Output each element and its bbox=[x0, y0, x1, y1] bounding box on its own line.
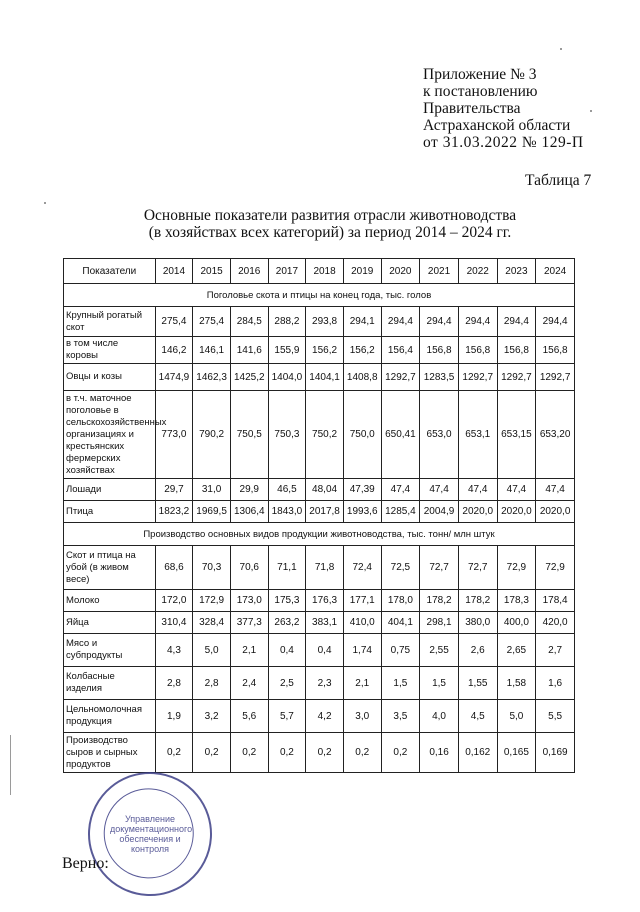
value-cell: 5,7 bbox=[268, 700, 306, 733]
value-cell: 5,0 bbox=[497, 700, 536, 733]
value-cell: 156,8 bbox=[497, 337, 536, 364]
value-cell: 1,74 bbox=[343, 634, 381, 667]
value-cell: 275,4 bbox=[193, 307, 231, 337]
value-cell: 2,8 bbox=[193, 667, 231, 700]
value-cell: 172,0 bbox=[155, 590, 193, 612]
value-cell: 0,2 bbox=[155, 733, 193, 773]
value-cell: 0,165 bbox=[497, 733, 536, 773]
value-cell: 2017,8 bbox=[306, 501, 344, 523]
value-cell: 2020,0 bbox=[497, 501, 536, 523]
table-body bbox=[64, 284, 575, 773]
row-label: Лошади bbox=[64, 479, 156, 501]
value-cell: 141,6 bbox=[230, 337, 268, 364]
value-cell: 178,2 bbox=[458, 590, 497, 612]
value-cell: 294,4 bbox=[497, 307, 536, 337]
scan-mark bbox=[44, 202, 46, 204]
value-cell: 1292,7 bbox=[381, 364, 420, 391]
value-cell: 1285,4 bbox=[381, 501, 420, 523]
value-cell: 0,4 bbox=[306, 634, 344, 667]
section-title: Производство основных видов продукции животноводства, тыс. тонн/ млн штук bbox=[64, 523, 575, 546]
value-cell: 72,7 bbox=[420, 546, 459, 590]
row-label: Крупный рогатый скот bbox=[64, 307, 156, 337]
table-row bbox=[64, 391, 575, 479]
value-cell: 1462,3 bbox=[193, 364, 231, 391]
value-cell: 0,2 bbox=[381, 733, 420, 773]
value-cell: 0,169 bbox=[536, 733, 575, 773]
value-cell: 0,2 bbox=[230, 733, 268, 773]
value-cell: 2,6 bbox=[458, 634, 497, 667]
appendix-line-4: Астраханской области bbox=[423, 117, 571, 134]
value-cell: 1474,9 bbox=[155, 364, 193, 391]
header-cell: 2017 bbox=[268, 259, 306, 284]
value-cell: 310,4 bbox=[155, 612, 193, 634]
table-row bbox=[64, 307, 575, 337]
value-cell: 298,1 bbox=[420, 612, 459, 634]
value-cell: 1,6 bbox=[536, 667, 575, 700]
value-cell: 377,3 bbox=[230, 612, 268, 634]
value-cell: 72,9 bbox=[497, 546, 536, 590]
row-label: Птица bbox=[64, 501, 156, 523]
value-cell: 4,3 bbox=[155, 634, 193, 667]
row-label: Цельномолочная продукция bbox=[64, 700, 156, 733]
table-row bbox=[64, 501, 575, 523]
row-label: Скот и птица на убой (в живом весе) bbox=[64, 546, 156, 590]
table-row bbox=[64, 700, 575, 733]
row-label: Мясо и субпродукты bbox=[64, 634, 156, 667]
row-label: в том числе коровы bbox=[64, 337, 156, 364]
value-cell: 293,8 bbox=[306, 307, 344, 337]
value-cell: 750,0 bbox=[343, 391, 381, 479]
value-cell: 1843,0 bbox=[268, 501, 306, 523]
value-cell: 420,0 bbox=[536, 612, 575, 634]
value-cell: 294,4 bbox=[458, 307, 497, 337]
value-cell: 5,0 bbox=[193, 634, 231, 667]
value-cell: 4,5 bbox=[458, 700, 497, 733]
value-cell: 178,3 bbox=[497, 590, 536, 612]
value-cell: 750,5 bbox=[230, 391, 268, 479]
value-cell: 48,04 bbox=[306, 479, 344, 501]
value-cell: 156,8 bbox=[458, 337, 497, 364]
stamp-text: Управление документационного обеспечения и контроля bbox=[110, 814, 193, 854]
scan-mark bbox=[10, 735, 11, 795]
value-cell: 46,5 bbox=[268, 479, 306, 501]
header-cell: Показатели bbox=[64, 259, 156, 284]
value-cell: 72,9 bbox=[536, 546, 575, 590]
value-cell: 5,6 bbox=[230, 700, 268, 733]
value-cell: 47,4 bbox=[381, 479, 420, 501]
document-title bbox=[120, 207, 540, 241]
value-cell: 3,2 bbox=[193, 700, 231, 733]
value-cell: 1404,1 bbox=[306, 364, 344, 391]
value-cell: 773,0 bbox=[155, 391, 193, 479]
appendix-line-5: от 31.03.2022 № 129-П bbox=[423, 134, 584, 151]
value-cell: 1993,6 bbox=[343, 501, 381, 523]
value-cell: 177,1 bbox=[343, 590, 381, 612]
value-cell: 47,4 bbox=[420, 479, 459, 501]
value-cell: 383,1 bbox=[306, 612, 344, 634]
value-cell: 653,1 bbox=[458, 391, 497, 479]
value-cell: 178,2 bbox=[420, 590, 459, 612]
table-row bbox=[64, 667, 575, 700]
value-cell: 0,2 bbox=[343, 733, 381, 773]
scan-mark bbox=[590, 110, 592, 112]
value-cell: 750,2 bbox=[306, 391, 344, 479]
table-row bbox=[64, 733, 575, 773]
value-cell: 1292,7 bbox=[497, 364, 536, 391]
table-header-row bbox=[64, 259, 575, 284]
value-cell: 2,3 bbox=[306, 667, 344, 700]
value-cell: 400,0 bbox=[497, 612, 536, 634]
value-cell: 68,6 bbox=[155, 546, 193, 590]
value-cell: 2004,9 bbox=[420, 501, 459, 523]
section-title: Поголовье скота и птицы на конец года, тыс. голов bbox=[64, 284, 575, 307]
value-cell: 1,58 bbox=[497, 667, 536, 700]
header-cell: 2014 bbox=[155, 259, 193, 284]
appendix-line-1: Приложение № 3 bbox=[423, 66, 537, 83]
value-cell: 1,5 bbox=[381, 667, 420, 700]
table-row bbox=[64, 364, 575, 391]
section-row bbox=[64, 284, 575, 307]
value-cell: 3,5 bbox=[381, 700, 420, 733]
appendix-block bbox=[423, 66, 584, 151]
value-cell: 156,2 bbox=[343, 337, 381, 364]
table-number: Таблица 7 bbox=[525, 172, 592, 189]
value-cell: 70,3 bbox=[193, 546, 231, 590]
value-cell: 653,0 bbox=[420, 391, 459, 479]
title-line-2: (в хозяйствах всех категорий) за период 2014 – 2024 гг. bbox=[148, 224, 512, 241]
row-label: Колбасные изделия bbox=[64, 667, 156, 700]
value-cell: 5,5 bbox=[536, 700, 575, 733]
value-cell: 4,2 bbox=[306, 700, 344, 733]
value-cell: 176,3 bbox=[306, 590, 344, 612]
value-cell: 750,3 bbox=[268, 391, 306, 479]
value-cell: 71,1 bbox=[268, 546, 306, 590]
value-cell: 380,0 bbox=[458, 612, 497, 634]
value-cell: 294,4 bbox=[381, 307, 420, 337]
scan-mark bbox=[560, 48, 562, 50]
value-cell: 2,8 bbox=[155, 667, 193, 700]
title-line-1: Основные показатели развития отрасли животноводства bbox=[143, 207, 517, 224]
value-cell: 328,4 bbox=[193, 612, 231, 634]
value-cell: 1292,7 bbox=[458, 364, 497, 391]
value-cell: 790,2 bbox=[193, 391, 231, 479]
value-cell: 0,16 bbox=[420, 733, 459, 773]
value-cell: 47,4 bbox=[536, 479, 575, 501]
value-cell: 2,1 bbox=[230, 634, 268, 667]
value-cell: 275,4 bbox=[155, 307, 193, 337]
value-cell: 47,4 bbox=[497, 479, 536, 501]
section-row bbox=[64, 523, 575, 546]
value-cell: 404,1 bbox=[381, 612, 420, 634]
verified-label: Верно: bbox=[62, 855, 109, 872]
value-cell: 156,8 bbox=[420, 337, 459, 364]
appendix-line-3: Правительства bbox=[423, 100, 521, 117]
value-cell: 288,2 bbox=[268, 307, 306, 337]
value-cell: 1425,2 bbox=[230, 364, 268, 391]
value-cell: 156,2 bbox=[306, 337, 344, 364]
table-row bbox=[64, 634, 575, 667]
value-cell: 263,2 bbox=[268, 612, 306, 634]
value-cell: 1306,4 bbox=[230, 501, 268, 523]
value-cell: 29,7 bbox=[155, 479, 193, 501]
value-cell: 1404,0 bbox=[268, 364, 306, 391]
livestock-table bbox=[63, 258, 575, 773]
value-cell: 2,55 bbox=[420, 634, 459, 667]
row-label: Молоко bbox=[64, 590, 156, 612]
header-cell: 2023 bbox=[497, 259, 536, 284]
value-cell: 294,1 bbox=[343, 307, 381, 337]
value-cell: 2020,0 bbox=[458, 501, 497, 523]
value-cell: 156,8 bbox=[536, 337, 575, 364]
header-cell: 2024 bbox=[536, 259, 575, 284]
value-cell: 294,4 bbox=[420, 307, 459, 337]
value-cell: 31,0 bbox=[193, 479, 231, 501]
value-cell: 72,4 bbox=[343, 546, 381, 590]
table-row bbox=[64, 546, 575, 590]
header-cell: 2016 bbox=[230, 259, 268, 284]
value-cell: 1969,5 bbox=[193, 501, 231, 523]
value-cell: 294,4 bbox=[536, 307, 575, 337]
header-cell: 2019 bbox=[343, 259, 381, 284]
value-cell: 72,5 bbox=[381, 546, 420, 590]
value-cell: 29,9 bbox=[230, 479, 268, 501]
value-cell: 0,162 bbox=[458, 733, 497, 773]
value-cell: 284,5 bbox=[230, 307, 268, 337]
value-cell: 2,4 bbox=[230, 667, 268, 700]
row-label: в т.ч. маточное поголовье в сельскохозяйственных организациях и крестьянских фермерских хозяйствах bbox=[64, 391, 156, 479]
value-cell: 0,2 bbox=[268, 733, 306, 773]
value-cell: 172,9 bbox=[193, 590, 231, 612]
value-cell: 410,0 bbox=[343, 612, 381, 634]
value-cell: 1283,5 bbox=[420, 364, 459, 391]
value-cell: 1292,7 bbox=[536, 364, 575, 391]
value-cell: 0,2 bbox=[306, 733, 344, 773]
value-cell: 47,39 bbox=[343, 479, 381, 501]
row-label: Овцы и козы bbox=[64, 364, 156, 391]
value-cell: 2,1 bbox=[343, 667, 381, 700]
value-cell: 72,7 bbox=[458, 546, 497, 590]
value-cell: 1,5 bbox=[420, 667, 459, 700]
value-cell: 178,0 bbox=[381, 590, 420, 612]
row-label: Производство сыров и сырных продуктов bbox=[64, 733, 156, 773]
value-cell: 1408,8 bbox=[343, 364, 381, 391]
value-cell: 156,4 bbox=[381, 337, 420, 364]
table-row bbox=[64, 590, 575, 612]
value-cell: 653,20 bbox=[536, 391, 575, 479]
value-cell: 71,8 bbox=[306, 546, 344, 590]
value-cell: 70,6 bbox=[230, 546, 268, 590]
value-cell: 2,65 bbox=[497, 634, 536, 667]
value-cell: 1823,2 bbox=[155, 501, 193, 523]
header-cell: 2022 bbox=[458, 259, 497, 284]
value-cell: 173,0 bbox=[230, 590, 268, 612]
value-cell: 178,4 bbox=[536, 590, 575, 612]
table-row bbox=[64, 479, 575, 501]
value-cell: 653,15 bbox=[497, 391, 536, 479]
header-cell: 2018 bbox=[306, 259, 344, 284]
value-cell: 47,4 bbox=[458, 479, 497, 501]
official-stamp bbox=[72, 756, 228, 912]
value-cell: 650,41 bbox=[381, 391, 420, 479]
value-cell: 1,55 bbox=[458, 667, 497, 700]
appendix-line-2: к постановлению bbox=[423, 83, 538, 100]
value-cell: 2020,0 bbox=[536, 501, 575, 523]
value-cell: 1,9 bbox=[155, 700, 193, 733]
header-cell: 2020 bbox=[381, 259, 420, 284]
row-label: Яйца bbox=[64, 612, 156, 634]
value-cell: 4,0 bbox=[420, 700, 459, 733]
header-cell: 2021 bbox=[420, 259, 459, 284]
value-cell: 175,3 bbox=[268, 590, 306, 612]
value-cell: 146,1 bbox=[193, 337, 231, 364]
value-cell: 0,4 bbox=[268, 634, 306, 667]
value-cell: 155,9 bbox=[268, 337, 306, 364]
table-row bbox=[64, 612, 575, 634]
table-row bbox=[64, 337, 575, 364]
value-cell: 0,75 bbox=[381, 634, 420, 667]
value-cell: 2,7 bbox=[536, 634, 575, 667]
header-cell: 2015 bbox=[193, 259, 231, 284]
value-cell: 146,2 bbox=[155, 337, 193, 364]
value-cell: 3,0 bbox=[343, 700, 381, 733]
value-cell: 2,5 bbox=[268, 667, 306, 700]
value-cell: 0,2 bbox=[193, 733, 231, 773]
